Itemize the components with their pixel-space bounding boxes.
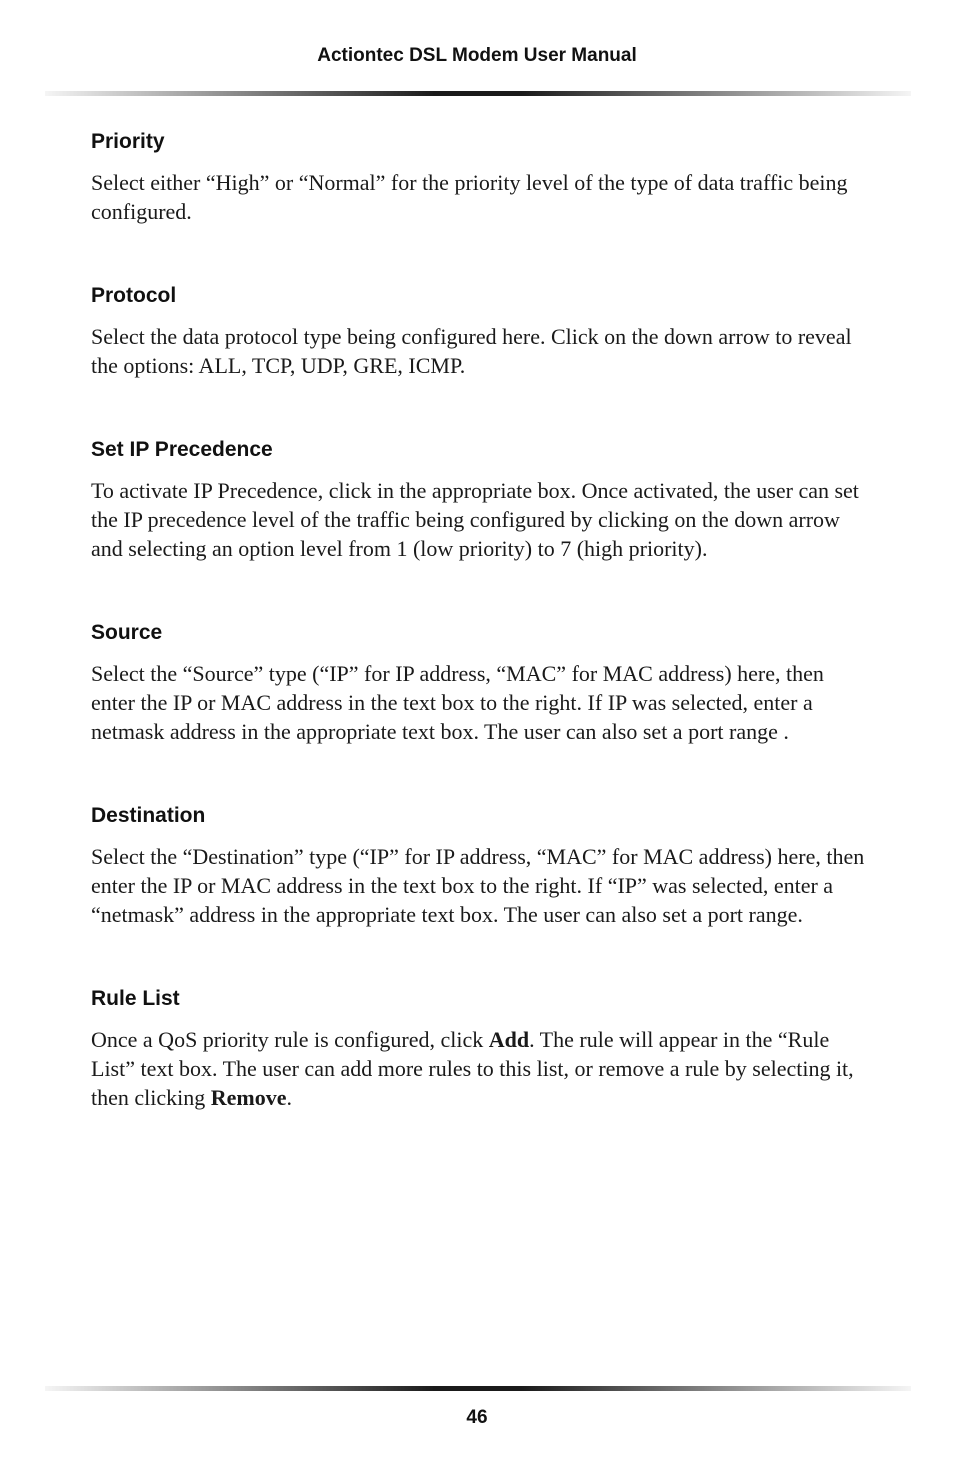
section-heading: Protocol: [91, 284, 177, 307]
add-term: Add: [488, 1027, 530, 1052]
section-protocol: [91, 282, 871, 380]
section-heading: Source: [91, 621, 163, 644]
section-body: Select the “Destination” type (“IP” for IP address, “MAC” for MAC address) here, then enter the IP or MAC address in the text box to the right. If “IP” was selected, enter a “netmask” address in the appropriate text box. The user can also set a port range.: [91, 844, 865, 927]
section-body: To activate IP Precedence, click in the appropriate box. Once activated, the user can set the IP precedence level of the traffic being configured by clicking on the down arrow and selecting an option level from 1 (low priority) to 7 (high priority).: [91, 478, 859, 561]
remove-term: Remove: [210, 1085, 287, 1110]
body-text: Once a QoS priority rule is configured, click: [91, 1027, 489, 1052]
page-content: [91, 128, 871, 1168]
section-set-ip-precedence: [91, 436, 871, 563]
section-heading: Set IP Precedence: [91, 438, 273, 461]
section-priority: [91, 128, 871, 226]
section-heading: Rule List: [91, 987, 180, 1010]
section-body: Select the data protocol type being configured here. Click on the down arrow to reveal the options: ALL, TCP, UDP, GRE, ICMP.: [91, 324, 852, 378]
section-body: Select either “High” or “Normal” for the priority level of the type of data traffic being configured.: [91, 170, 848, 224]
section-destination: [91, 802, 871, 929]
section-heading: Destination: [91, 804, 206, 827]
section-source: [91, 619, 871, 746]
section-body: Select the “Source” type (“IP” for IP address, “MAC” for MAC address) here, then enter the IP or MAC address in the text box to the right. If IP was selected, enter a netmask address in the appropriate text box. The user can also set a port range .: [91, 661, 824, 744]
section-heading: Priority: [91, 130, 165, 153]
footer-divider: [45, 1386, 911, 1391]
section-rule-list: [91, 985, 871, 1112]
body-text: .: [286, 1085, 292, 1110]
section-body: [91, 1025, 871, 1112]
page-number: 46: [466, 1407, 488, 1428]
running-header: Actiontec DSL Modem User Manual: [317, 45, 637, 66]
header-divider: [45, 91, 911, 96]
body-text: . The rule will appear in the “Rule List” text box. The user can add more rules to this list, or remove a rule by selecting it, then clicking: [91, 1027, 854, 1110]
